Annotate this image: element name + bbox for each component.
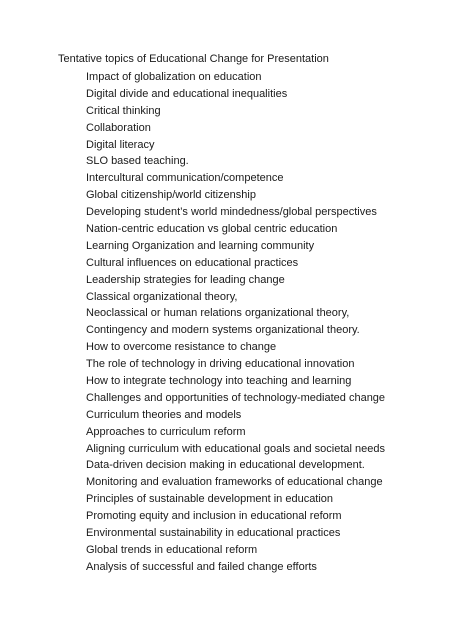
list-item-text: Learning Organization and learning community [86,239,315,252]
list-item-text: Challenges and opportunities of technology-mediated change [86,391,386,404]
list-item-text: Monitoring and evaluation frameworks of educational change [86,476,383,489]
document-title: Tentative topics of Educational Change for Presentation [58,53,329,65]
list-item-text: Contingency and modern systems organizational theory. [86,324,360,337]
list-item-text: Classical organizational theory, [86,290,238,303]
list-item-text: How to overcome resistance to change [86,341,277,354]
list-item-text: Developing student’s world mindedness/global perspectives [86,206,377,219]
list-item-text: Cultural influences on educational practices [86,256,299,269]
list-item-text: Global trends in educational reform [86,543,258,556]
list-item-text: Intercultural communication/competence [86,172,284,185]
list-item-text: The role of technology in driving educational innovation [86,358,355,371]
list-item-text: Leadership strategies for leading change [86,273,285,286]
list-item-text: Environmental sustainability in educational practices [86,527,341,540]
list-item-text: Principles of sustainable development in education [86,493,334,506]
list-item-text: Global citizenship/world citizenship [86,189,256,202]
list-item-text: Digital literacy [86,138,155,151]
list-item-text: How to integrate technology into teaching and learning [86,375,352,388]
list-item-text: Analysis of successful and failed change efforts [86,560,317,573]
list-item-text: Neoclassical or human relations organizational theory, [86,307,350,320]
list-item-text: Nation-centric education vs global centric education [86,223,338,236]
list-item-text: Promoting equity and inclusion in educational reform [86,510,342,523]
list-item-text: Impact of globalization on education [86,71,262,83]
list-item-text: Aligning curriculum with educational goals and societal needs [86,442,386,455]
list-item-text: Collaboration [86,121,151,134]
list-item-text: Approaches to curriculum reform [86,425,246,438]
list-item-text: SLO based teaching. [86,155,189,168]
list-item-text: Digital divide and educational inequalities [86,87,288,100]
list-item-text: Critical thinking [86,104,161,117]
list-item-text: Data-driven decision making in educational development. [86,459,365,472]
list-item-text: Curriculum theories and models [86,408,242,421]
